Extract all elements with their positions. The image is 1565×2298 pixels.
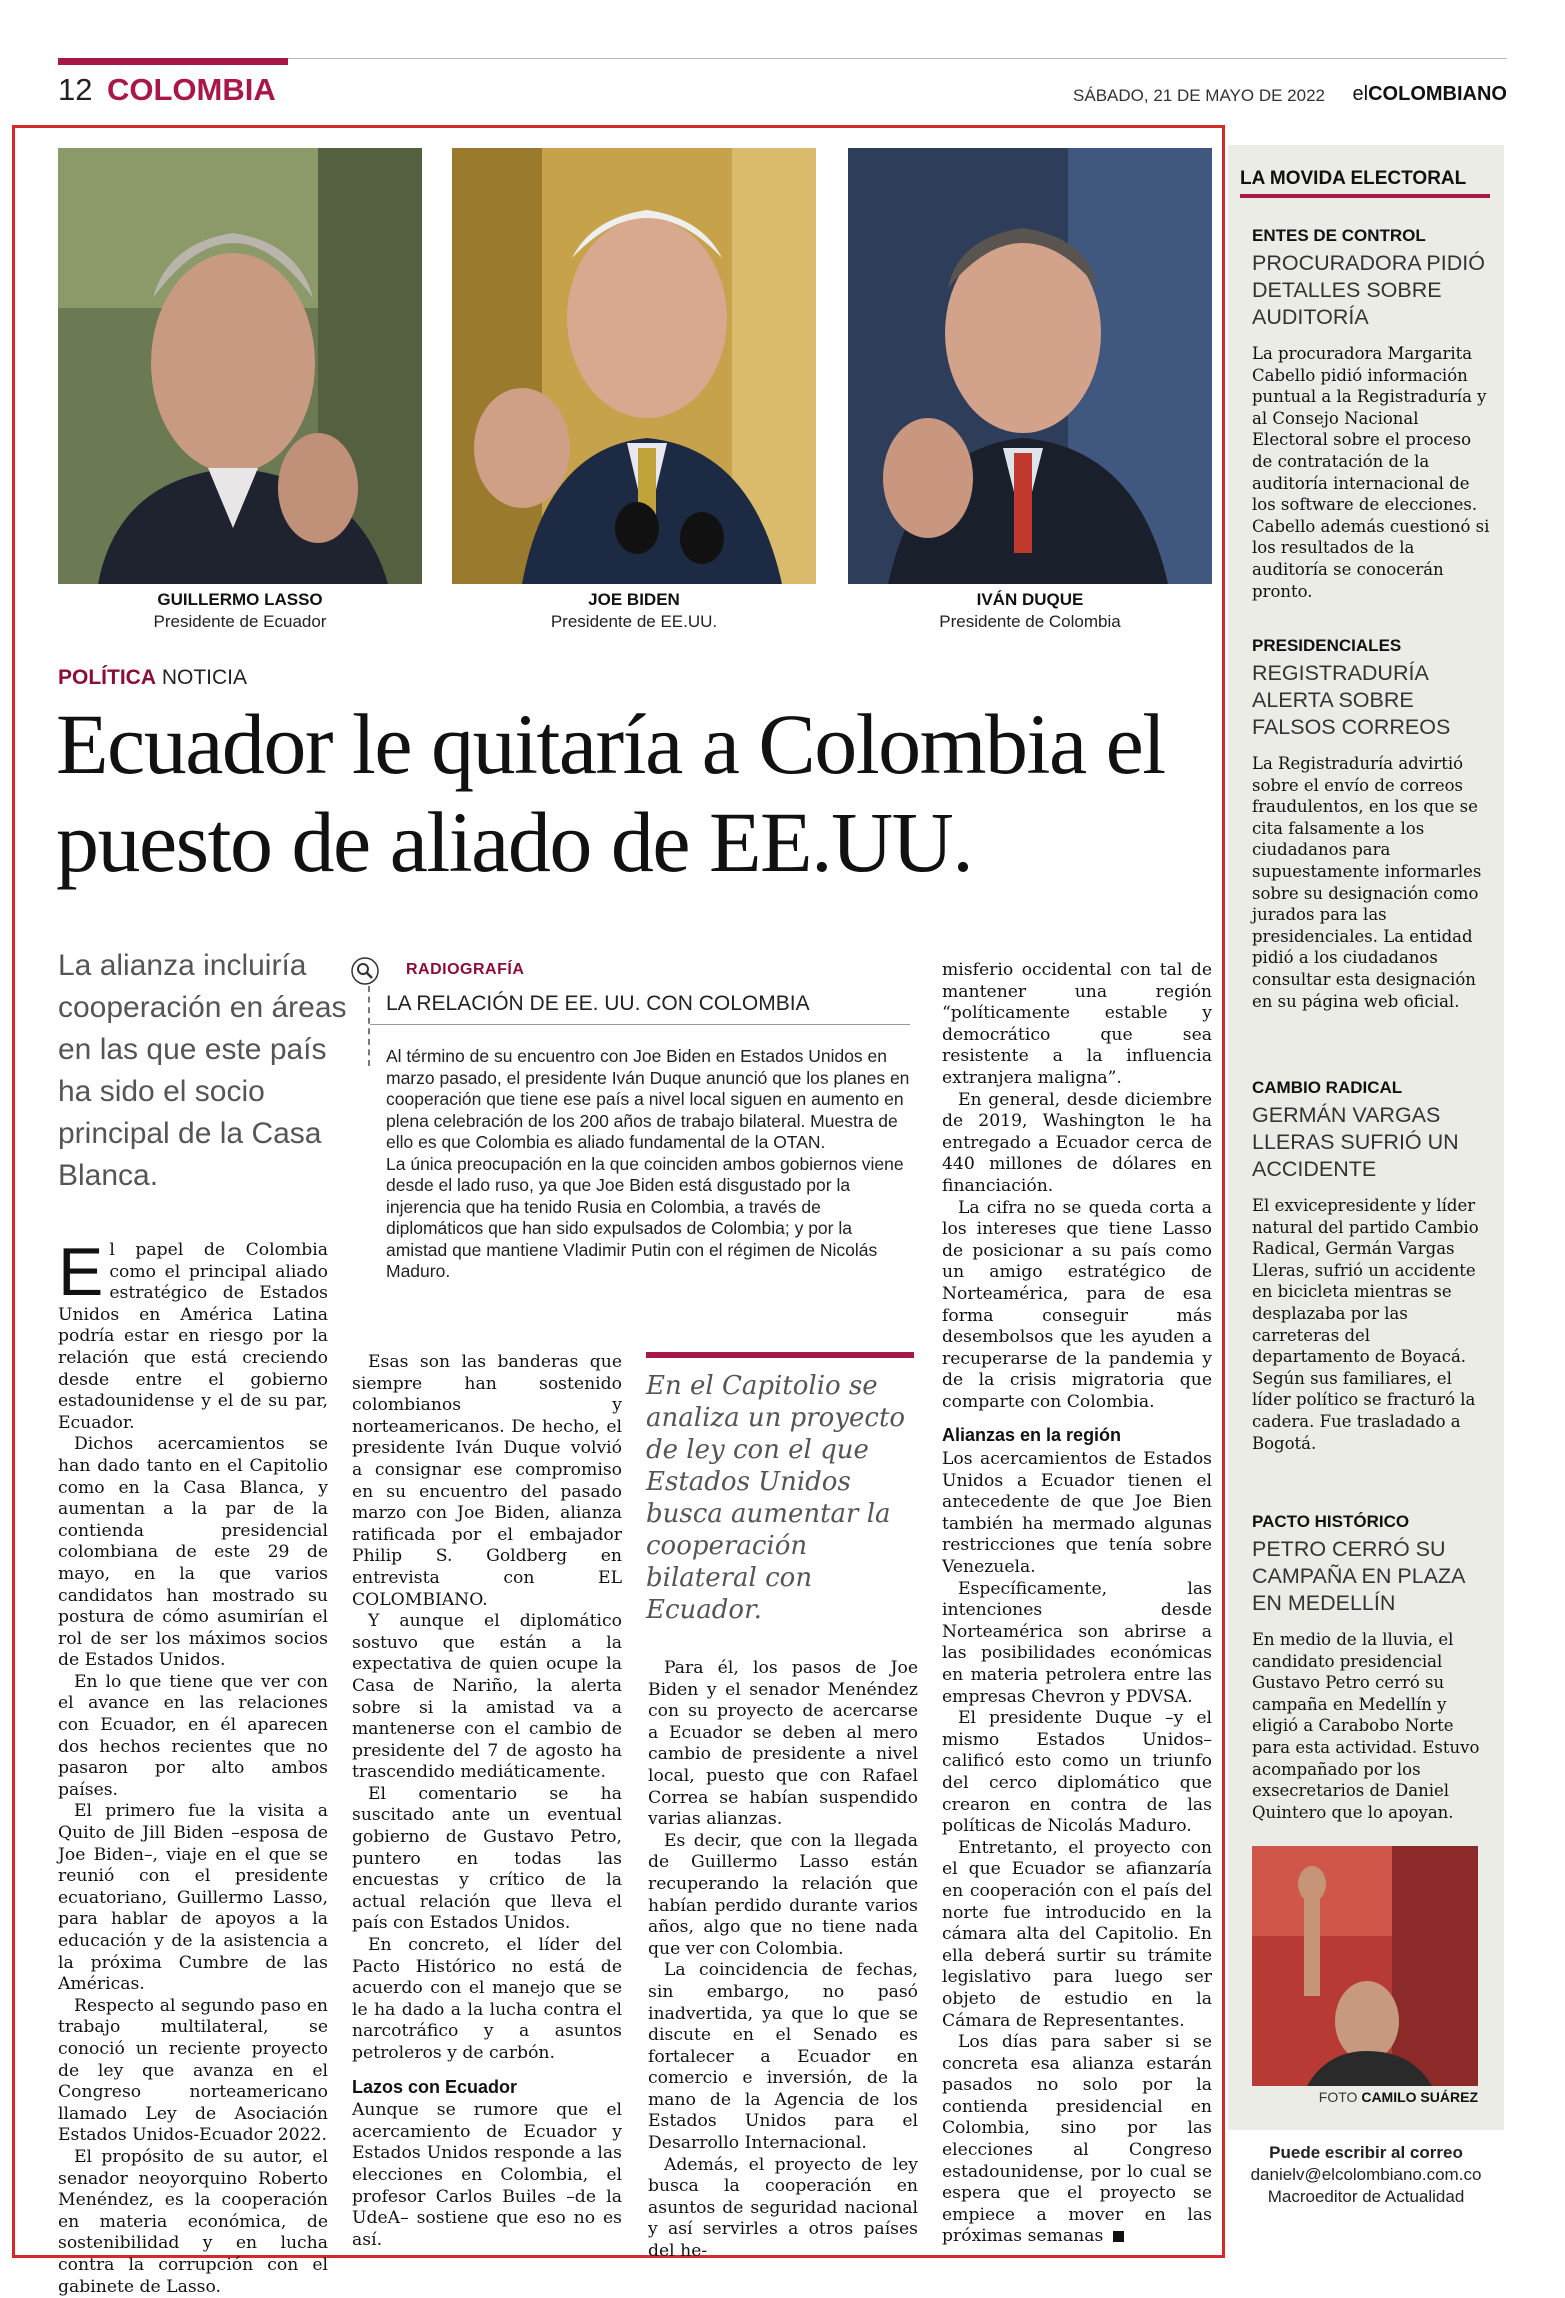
article-deck: La alianza incluiría cooperación en áreas en las que este país ha sido el socio principal de la Casa Blanca. bbox=[58, 949, 347, 1192]
caption-name: IVÁN DUQUE bbox=[976, 590, 1084, 609]
body-paragraph: El primero fue la visita a Quito de Jill Biden –esposa de Joe Biden–, viaje en el que se reunió con el presidente ecuatoriano, Guillermo Lasso, para hablar de apoyos a la educación y de la asistencia a la próxima Cumbre de las Américas. bbox=[58, 1801, 328, 1995]
subhead-alianzas: Alianzas en la región bbox=[942, 1425, 1122, 1446]
section-name: COLOMBIA bbox=[107, 72, 276, 107]
sidebar-section-tag: PACTO HISTÓRICO bbox=[1252, 1512, 1410, 1531]
body-paragraph: Dichos acercamientos se han dado tanto en el Capitolio como en la Casa Blanca, y aumentan a la par de la contienda presidencial colombiana de este 29 de mayo, en la que varios candidatos han mostrado su postura de cómo asumirían el rol de ser los máximos socios de Estados Unidos. bbox=[58, 1434, 328, 1671]
caption-name: GUILLERMO LASSO bbox=[157, 590, 323, 609]
article-column-3 bbox=[648, 1658, 918, 2263]
headline: Ecuador le quitaría a Colombia el puesto de aliado de EE.UU. bbox=[56, 696, 1165, 890]
body-paragraph: La cifra no se queda corta a los intereses que tiene Lasso de posicionar a su país como un amigo estratégico de Norteamérica, para de esa forma conseguir más desembolsos que les ayuden a recuperarse de la pandemia y de la crisis migratoria que comparte con Colombia. bbox=[942, 1197, 1212, 1412]
sidebar-section-title: GERMÁN VARGAS LLERAS SUFRIÓ UN ACCIDENTE bbox=[1252, 1103, 1459, 1181]
radiografia-label: RADIOGRAFÍA bbox=[406, 961, 525, 978]
body-paragraph: El comentario se ha suscitado ante un eventual gobierno de Gustavo Petro, puntero en todas las encuestas y crítico de la actual relación que lleva el país con Estados Unidos. bbox=[352, 1783, 622, 1934]
sidebar-section-tag: CAMBIO RADICAL bbox=[1252, 1078, 1403, 1097]
article-column-1 bbox=[58, 1234, 328, 2298]
sidebar-section-text: En medio de la lluvia, el candidato presidencial Gustavo Petro cerró su campaña en Medellín y eligió a Carabobo Norte para esta actividad. Estuvo acompañado por los exsecretarios de Daniel Quintero que lo apoyan. bbox=[1252, 1630, 1480, 1822]
body-paragraph: Esas son las banderas que siempre han sostenido colombianos y norteamericanos. De hecho, el presidente Iván Duque volvió a consignar ese compromiso en su encuentro del pasado marzo con Joe Biden, alianza ratificada por el embajador Philip S. Goldberg en entrevista con EL COLOMBIANO. bbox=[352, 1352, 622, 1610]
body-paragraph: En concreto, el líder del Pacto Histórico no está de acuerdo con el manejo que se le ha dado a la lucha contra el narcotráfico y a asuntos petroleros y de carbón. bbox=[352, 1935, 622, 2063]
body-paragraph: El presidente Duque –y el mismo Estados Unidos– calificó esto como un triunfo del cerco diplomático que crearon en contra de las políticas de Nicolás Maduro. bbox=[942, 1708, 1212, 1837]
brand-prefix: el bbox=[1352, 83, 1369, 105]
article-column-4 bbox=[942, 960, 1212, 2248]
sidebar-section-text: El exvicepresidente y líder natural del partido Cambio Radical, Germán Vargas Lleras, sufrió un accidente en bicicleta mientras se desplazaba por las carreteras del departamento de Boyacá. Según sus familiares, el líder político se fracturó la cadera. Fue trasladado a Bogotá. bbox=[1252, 1196, 1479, 1453]
body-paragraph: El propósito de su autor, el senador neoyorquino Roberto Menéndez, es la cooperación en materia económica, de sostenibilidad y en lucha contra la corrupción con el gabinete de Lasso. bbox=[58, 2146, 328, 2297]
pull-quote: En el Capitolio se analiza un proyecto de ley con el que Estados Unidos busca aumentar la cooperación bilateral con Ecuador. bbox=[646, 1371, 906, 1625]
sidebar-section-text: La procuradora Margarita Cabello pidió información puntual a la Registraduría y al Consejo Nacional Electoral sobre el proceso de contratación de la auditoría internacional de los software de elecciones. Cabello además cuestionó si los resultados de la auditoría se conocerán pronto. bbox=[1252, 344, 1490, 601]
body-paragraph: Y aunque el diplomático sostuvo que están a la expectativa de quien ocupe la Casa de Nariño, la alerta sobre si la amistad va a mantenerse con el cambio de presidente del 7 de agosto ha trascendido mediáticamente. bbox=[352, 1611, 622, 1783]
body-paragraph: Para él, los pasos de Joe Biden y el senador Menéndez con su proyecto de acercarse a Ecuador se deben al mero cambio de presidente a nivel local, puesto que con Rafael Correa se habían suspendido varias alianzas. bbox=[648, 1658, 918, 1830]
radiografia-body bbox=[386, 1046, 916, 1283]
sidebar-title: LA MOVIDA ELECTORAL bbox=[1240, 168, 1467, 189]
body-paragraph: Los acercamientos de Estados Unidos a Ecuador tienen el antecedente de que Joe Bien también ha mermado algunas restricciones que tenía sobre Venezuela. bbox=[942, 1449, 1212, 1578]
caption-role: Presidente de EE.UU. bbox=[550, 612, 718, 631]
radiografia-paragraph: Al término de su encuentro con Joe Biden en Estados Unidos en marzo pasado, el presidente Iván Duque anunció que los planes en cooperación que tiene ese país a nivel local siguen en aumento en plena celebración de los 200 años de trabajo bilateral. Muestra de ello es que Colombia es aliado fundamental de la OTAN. bbox=[386, 1046, 910, 1152]
photo-credit bbox=[1252, 2089, 1478, 2105]
body-paragraph: Entretanto, el proyecto con el que Ecuador se afianzaría en cooperación con el país del norte fue introducido en la cámara alta del Capitolio. En ella deberá surtir su trámite legislativo para luego ser objeto de estudio en la Cámara de Representantes. bbox=[942, 1837, 1212, 2031]
contact-box bbox=[1228, 2130, 1504, 2208]
body-paragraph: l papel de Colombia como el principal aliado estratégico de Estados Unidos en América Latina podría estar en riesgo por la relación que está creciendo desde entre el gobierno estadounidense y el de su par, Ecuador. bbox=[58, 1240, 328, 1433]
article-column-2 bbox=[352, 1352, 622, 2251]
photo-credit-prefix: FOTO bbox=[1318, 2089, 1358, 2105]
sidebar-section-title: PROCURADORA PIDIÓ DETALLES SOBRE AUDITORÍA bbox=[1252, 251, 1485, 329]
pull-quote-rule bbox=[646, 1352, 914, 1358]
caption-name: JOE BIDEN bbox=[588, 590, 680, 609]
body-paragraph: En lo que tiene que ver con el avance en las relaciones con Ecuador, en él aparecen dos hechos recientes que no pasaron por alto ambos países. bbox=[58, 1671, 328, 1800]
brand-name: COLOMBIANO bbox=[1368, 83, 1507, 105]
kicker-type: NOTICIA bbox=[161, 666, 248, 689]
sidebar-section-entes-de-control bbox=[1252, 226, 1492, 602]
sidebar-section-presidenciales bbox=[1252, 636, 1492, 1012]
sidebar-section-title: PETRO CERRÓ SU CAMPAÑA EN PLAZA EN MEDELLÍN bbox=[1252, 1537, 1465, 1615]
photo-petro-rally bbox=[1252, 1846, 1478, 2086]
sidebar-section-text: La Registraduría advirtió sobre el envío de correos fraudulentos, en los que se cita falsamente a los ciudadanos para supuestamente informarles sobre su designación como jurados para las presidenciales. La entidad pidió a los ciudadanos consultar esta designación en su página web oficial. bbox=[1252, 754, 1482, 1011]
contact-intro: Puede escribir al correo bbox=[1269, 2143, 1463, 2162]
body-paragraph: La coincidencia de fechas, sin embargo, no pasó inadvertida, ya que lo que se discute en el Senado es fortalecer a Ecuador en comercio e inversión, de la mano de la Agencia de los Estados Unidos para el Desarrollo Internacional. bbox=[648, 1960, 918, 2154]
sidebar-section-cambio-radical bbox=[1252, 1078, 1492, 1454]
radiografia-dashed-line bbox=[368, 986, 370, 1066]
article-kicker bbox=[58, 666, 247, 690]
body-paragraph: Los días para saber si se concreta esa alianza estarán pasados no solo por la contienda presidencial en Colombia, sino por las elecciones al Congreso estadounidense, por lo cual se espera que el proyecto se empiece a mover en las próximas semanas bbox=[942, 2032, 1212, 2247]
magnifier-icon bbox=[350, 956, 380, 986]
caption-biden bbox=[449, 590, 819, 632]
body-paragraph: Aunque se rumore que el acercamiento de Ecuador y Estados Unidos responde a las elecciones en Colombia, el profesor Carlos Builes –de la UdeA– sostiene que eso no es así. bbox=[352, 2100, 622, 2250]
caption-role: Presidente de Colombia bbox=[939, 612, 1121, 631]
body-paragraph: misferio occidental con tal de mantener una región “políticamente estable y democrático que sea resistente a la influencia extranjera maligna”. bbox=[942, 960, 1212, 1088]
photo-credit-name: CAMILO SUÁREZ bbox=[1361, 2089, 1478, 2105]
photo-joe-biden bbox=[452, 148, 816, 584]
end-mark-icon bbox=[1113, 2231, 1124, 2242]
sidebar-title-rule bbox=[1240, 194, 1490, 198]
contact-email[interactable]: danielv@elcolombiano.com.co bbox=[1250, 2165, 1482, 2184]
caption-lasso bbox=[55, 590, 425, 632]
photo-guillermo-lasso bbox=[58, 148, 422, 584]
kicker-section: POLÍTICA bbox=[58, 666, 156, 689]
sidebar-section-tag: ENTES DE CONTROL bbox=[1252, 226, 1426, 245]
photo-ivan-duque bbox=[848, 148, 1212, 584]
contact-role: Macroeditor de Actualidad bbox=[1267, 2187, 1465, 2206]
section-accent-bar bbox=[58, 58, 288, 65]
sidebar-section-title: REGISTRADURÍA ALERTA SOBRE FALSOS CORREOS bbox=[1252, 661, 1451, 739]
page-number: 12 bbox=[58, 72, 93, 107]
radiografia-title: LA RELACIÓN DE EE. UU. CON COLOMBIA bbox=[386, 992, 810, 1015]
sidebar-section-pacto-historico bbox=[1252, 1512, 1492, 1823]
sidebar-section-tag: PRESIDENCIALES bbox=[1252, 636, 1402, 655]
radiografia-paragraph: La única preocupación en la que coinciden ambos gobiernos viene desde el lado ruso, ya que Joe Biden está disgustado por la injerencia que ha tenido Rusia en Colombia, a través de diplomáticos que han sido expulsados de Colombia; y por la amistad que mantiene Vladimir Putin con el régimen de Nicolás Maduro. bbox=[386, 1153, 904, 1281]
subhead-lazos: Lazos con Ecuador bbox=[352, 2076, 518, 2097]
issue-date: SÁBADO, 21 DE MAYO DE 2022 bbox=[1073, 86, 1325, 105]
body-paragraph: Respecto al segundo paso en trabajo multilateral, se conoció un reciente proyecto de ley que avanza en el Congreso norteamericano llamado Ley de Asociación Estados Unidos-Ecuador 2022. bbox=[58, 1995, 328, 2146]
newspaper-brand bbox=[1353, 83, 1507, 106]
caption-role: Presidente de Ecuador bbox=[153, 612, 327, 631]
caption-duque bbox=[845, 590, 1215, 632]
body-paragraph: Además, el proyecto de ley busca la cooperación en asuntos de seguridad nacional y así servirles a otros países del he- bbox=[648, 2154, 918, 2262]
body-paragraph: Es decir, que con la llegada de Guillermo Lasso están recuperando la relación que habían perdido durante varios años, algo que no tiene nada que ver con Colombia. bbox=[648, 1830, 918, 1959]
radiografia-rule bbox=[370, 1024, 910, 1025]
drop-cap: E bbox=[58, 1234, 104, 1310]
body-paragraph: Específicamente, las intenciones desde Norteamérica son abrirse a las posibilidades económicas en materia petrolera entre las empresas Chevron y PDVSA. bbox=[942, 1578, 1212, 1707]
body-paragraph: En general, desde diciembre de 2019, Washington le ha entregado a Ecuador cerca de 440 millones de dólares en financiación. bbox=[942, 1089, 1212, 1196]
